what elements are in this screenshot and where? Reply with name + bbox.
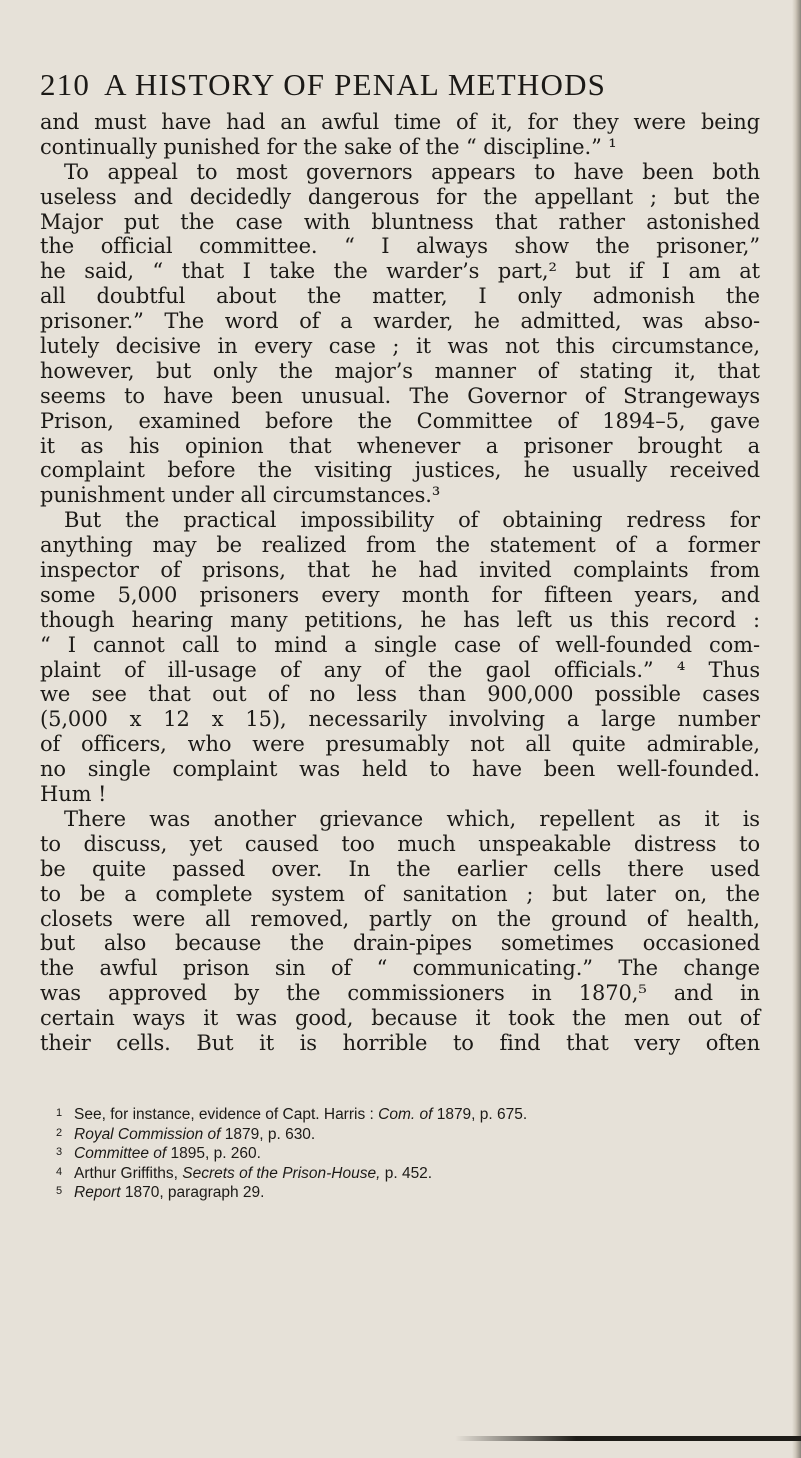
- text-line: “ I cannot call to mind a single case of well-founded com-: [40, 632, 760, 657]
- text-line: their cells. But it is horrible to find that very often: [40, 1030, 760, 1055]
- footnote: [40, 1182, 760, 1202]
- text-line: continually punished for the sake of the “ discipline.” ¹: [40, 134, 617, 159]
- footnote-italic-title: Committee of: [74, 1145, 167, 1162]
- bottom-rule: [455, 1436, 801, 1441]
- text-line: anything may be realized from the statement of a former: [40, 533, 760, 558]
- footnote-italic-title: Secrets of the Prison-House,: [182, 1164, 381, 1182]
- footnote: [40, 1163, 760, 1183]
- text-line: we see that out of no less than 900,000 possible cases: [40, 682, 760, 707]
- text-line: though hearing many petitions, he has left us this record :: [40, 607, 760, 632]
- text-line: the awful prison sin of “ communicating.” The change: [40, 956, 760, 981]
- text-line: prisoner.” The word of a warder, he admitted, was abso-: [40, 309, 760, 334]
- text-line: seems to have been unusual. The Governor of Strangeways: [40, 383, 760, 408]
- text-line: (5,000 x 12 x 15), necessarily involving a large number: [40, 707, 760, 732]
- text-line: was approved by the commissioners in 1870,⁵ and in: [40, 981, 760, 1006]
- text-line: closets were all removed, partly on the ground of health,: [40, 906, 760, 931]
- text-line: however, but only the major’s manner of stating it, that: [40, 358, 760, 383]
- footnote: [40, 1104, 760, 1124]
- text-line: some 5,000 prisoners every month for fifteen years, and: [40, 582, 760, 607]
- text-line: Hum !: [40, 782, 107, 807]
- footnote-reference: 1895, p. 260.: [166, 1145, 261, 1162]
- footnote-number: 4: [56, 1165, 63, 1178]
- footnote-reference: 1879, p. 630.: [220, 1125, 316, 1143]
- footnote-italic-title: Royal Commission of: [74, 1125, 221, 1143]
- text-line: to be a complete system of sanitation ; but later on, the: [40, 881, 760, 906]
- footnote: [40, 1143, 760, 1163]
- footnotes: [40, 1104, 760, 1202]
- footnote-number: 2: [56, 1126, 63, 1139]
- text-line: of officers, who were presumably not all quite admirable,: [40, 732, 760, 757]
- footnote-italic-title: Report: [74, 1184, 121, 1201]
- text-line: no single complaint was held to have been well-founded.: [40, 757, 760, 782]
- footnote-number: 5: [56, 1185, 63, 1197]
- footnote-number: 3: [56, 1146, 63, 1158]
- text-line: and must have had an awful time of it, for they were being: [40, 110, 760, 134]
- running-header: [40, 67, 760, 107]
- text-line: it as his opinion that whenever a prisoner brought a: [40, 433, 760, 458]
- footnote: [40, 1124, 760, 1144]
- page-edge-shadow: [792, 0, 801, 1458]
- text-line: complaint before the visiting justices, he usually received: [40, 458, 760, 483]
- text-line: be quite passed over. In the earlier cells there used: [40, 856, 760, 881]
- text-line: But the practical impossibility of obtaining redress for: [64, 508, 760, 533]
- text-line: Prison, examined before the Committee of 1894–5, gave: [40, 408, 760, 433]
- running-title: A HISTORY OF PENAL METHODS: [104, 67, 607, 102]
- footnote-reference: 1870, paragraph 29.: [120, 1184, 265, 1201]
- text-line: useless and decidedly dangerous for the appellant ; but the: [40, 184, 760, 209]
- text-line: Major put the case with bluntness that rather astonished: [40, 209, 760, 234]
- text-line: certain ways it was good, because it took the men out of: [40, 1006, 760, 1031]
- text-line: but also because the drain-pipes sometimes occasioned: [40, 931, 760, 956]
- body-text: [40, 110, 760, 1056]
- text-line: There was another grievance which, repellent as it is: [64, 806, 760, 831]
- text-line: To appeal to most governors appears to have been both: [64, 159, 760, 184]
- text-line: punishment under all circumstances.³: [40, 483, 441, 508]
- text-line: the official committee. “ I always show the prisoner,”: [40, 234, 760, 259]
- text-line: to discuss, yet caused too much unspeakable distress to: [40, 831, 760, 856]
- footnote-text: Arthur Griffiths,: [74, 1164, 183, 1182]
- text-line: inspector of prisons, that he had invited complaints from: [40, 558, 760, 583]
- text-line: he said, “ that I take the warder’s part,² but if I am at: [40, 259, 760, 284]
- text-line: lutely decisive in every case ; it was not this circumstance,: [40, 334, 760, 359]
- footnote-reference: 1879, p. 675.: [432, 1106, 528, 1123]
- footnote-italic-title: Com. of: [378, 1106, 433, 1123]
- footnote-text: See, for instance, evidence of Capt. Harris :: [74, 1106, 379, 1123]
- page-number: 210: [40, 67, 91, 102]
- text-line: plaint of ill-usage of any of the gaol officials.” ⁴ Thus: [40, 657, 760, 682]
- text-line: all doubtful about the matter, I only admonish the: [40, 284, 760, 309]
- footnote-number: 1: [56, 1107, 63, 1119]
- footnote-reference: p. 452.: [380, 1164, 433, 1182]
